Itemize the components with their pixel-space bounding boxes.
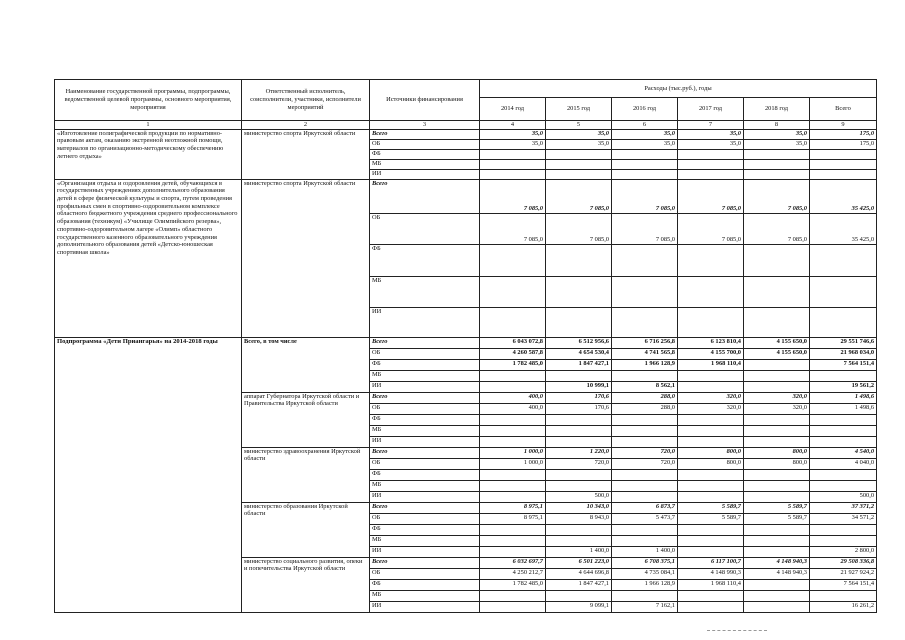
year-value-cell	[678, 276, 744, 307]
year-value-cell	[546, 159, 612, 169]
year-value-cell: 6 873,7	[612, 502, 678, 513]
year-value-cell: 5 589,7	[744, 502, 810, 513]
year-value-cell	[744, 149, 810, 159]
year-value-cell: 8 975,1	[480, 513, 546, 524]
year-value-cell	[546, 307, 612, 337]
year-value-cell	[546, 169, 612, 179]
year-value-cell	[480, 159, 546, 169]
year-value-cell	[678, 425, 744, 436]
total-value-cell: 175,0	[810, 139, 877, 149]
year-value-cell	[678, 590, 744, 601]
total-value-cell: 29 551 746,6	[810, 337, 877, 348]
total-value-cell: 1 498,6	[810, 392, 877, 403]
year-value-cell	[678, 414, 744, 425]
year-value-cell: 6 032 697,7	[480, 557, 546, 568]
source-cell: ФБ	[370, 359, 480, 370]
year-value-cell	[546, 244, 612, 276]
executor-name: Всего, в том числе	[242, 337, 370, 392]
year-value-cell: 170,6	[546, 392, 612, 403]
year-value-cell: 35,0	[546, 129, 612, 139]
year-value-cell	[480, 601, 546, 612]
source-cell: МБ	[370, 425, 480, 436]
year-value-cell: 35,0	[678, 139, 744, 149]
year-value-cell	[612, 169, 678, 179]
year-value-cell	[678, 480, 744, 491]
year-value-cell: 720,0	[612, 458, 678, 469]
year-value-cell: 8 562,1	[612, 381, 678, 392]
year-value-cell: 1 847 427,1	[546, 579, 612, 590]
header-total: Всего	[810, 98, 877, 121]
source-cell: МБ	[370, 276, 480, 307]
year-value-cell	[480, 469, 546, 480]
source-cell: ОБ	[370, 513, 480, 524]
total-value-cell	[810, 159, 877, 169]
year-value-cell: 1 966 128,9	[612, 359, 678, 370]
year-value-cell	[678, 469, 744, 480]
column-number: 8	[744, 121, 810, 130]
year-value-cell	[678, 244, 744, 276]
year-value-cell	[480, 590, 546, 601]
year-value-cell: 4 148 940,3	[744, 568, 810, 579]
column-number: 9	[810, 121, 877, 130]
total-value-cell: 16 261,2	[810, 601, 877, 612]
year-value-cell: 7 085,0	[744, 213, 810, 244]
year-value-cell	[744, 359, 810, 370]
year-value-cell	[612, 244, 678, 276]
year-value-cell: 1 968 110,4	[678, 359, 744, 370]
source-cell: ОБ	[370, 403, 480, 414]
year-value-cell: 1 000,0	[480, 458, 546, 469]
total-value-cell	[810, 425, 877, 436]
measure-name: «Изготовление полиграфической продукции по нормативно-правовым актам, оказанию экстренной неотложной помощи, материалов по организационно-методическому обеспечению летнего отдыха»	[55, 129, 242, 179]
year-value-cell: 4 155 700,0	[678, 348, 744, 359]
year-value-cell	[678, 546, 744, 557]
year-value-cell	[678, 535, 744, 546]
source-cell: Всего	[370, 179, 480, 213]
source-cell: ФБ	[370, 149, 480, 159]
year-value-cell	[480, 480, 546, 491]
year-value-cell: 7 085,0	[612, 213, 678, 244]
year-value-cell: 7 085,0	[678, 179, 744, 213]
year-value-cell	[612, 149, 678, 159]
year-value-cell: 6 123 810,4	[678, 337, 744, 348]
measure-name: Подпрограмма «Дети Приангарья» на 2014-2018 годы	[55, 337, 242, 612]
year-value-cell: 5 589,7	[744, 513, 810, 524]
source-cell: ИИ	[370, 307, 480, 337]
header-year: 2017 год	[678, 98, 744, 121]
year-value-cell	[546, 469, 612, 480]
year-value-cell: 4 155 650,0	[744, 348, 810, 359]
header-name: Наименование государственной программы, подпрограммы, ведомственной целевой программы, основного мероприятия, мероприятия	[55, 80, 242, 121]
year-value-cell	[744, 480, 810, 491]
source-cell: ФБ	[370, 469, 480, 480]
year-value-cell: 6 117 100,7	[678, 557, 744, 568]
executor-name: министерство спорта Иркутской области	[242, 129, 370, 179]
table-row	[55, 129, 877, 139]
year-value-cell: 6 512 956,6	[546, 337, 612, 348]
column-number: 4	[480, 121, 546, 130]
year-value-cell: 320,0	[678, 403, 744, 414]
year-value-cell	[480, 524, 546, 535]
year-value-cell: 288,0	[612, 403, 678, 414]
year-value-cell: 7 085,0	[480, 213, 546, 244]
table-header	[55, 80, 877, 130]
year-value-cell: 170,6	[546, 403, 612, 414]
source-cell: ФБ	[370, 414, 480, 425]
table-row	[55, 179, 877, 213]
header-year: 2014 год	[480, 98, 546, 121]
column-number: 5	[546, 121, 612, 130]
year-value-cell: 320,0	[744, 403, 810, 414]
funding-table	[54, 79, 877, 613]
year-value-cell	[612, 535, 678, 546]
year-value-cell: 35,0	[744, 139, 810, 149]
year-value-cell	[744, 579, 810, 590]
year-value-cell	[612, 276, 678, 307]
year-value-cell	[612, 414, 678, 425]
year-value-cell	[480, 307, 546, 337]
total-value-cell: 21 927 924,2	[810, 568, 877, 579]
source-cell: Всего	[370, 392, 480, 403]
year-value-cell	[480, 491, 546, 502]
year-value-cell	[612, 590, 678, 601]
year-value-cell	[744, 370, 810, 381]
year-value-cell: 320,0	[678, 392, 744, 403]
year-value-cell	[480, 244, 546, 276]
source-cell: МБ	[370, 159, 480, 169]
year-value-cell: 800,0	[744, 447, 810, 458]
source-cell: МБ	[370, 535, 480, 546]
header-expenses: Расходы (тыс.руб.), годы	[480, 80, 877, 98]
year-value-cell	[612, 307, 678, 337]
source-cell: Всего	[370, 557, 480, 568]
year-value-cell	[546, 480, 612, 491]
header-source: Источники финансирования	[370, 80, 480, 121]
column-number: 1	[55, 121, 242, 130]
year-value-cell	[480, 425, 546, 436]
year-value-cell: 7 085,0	[546, 213, 612, 244]
year-value-cell: 800,0	[678, 447, 744, 458]
year-value-cell: 8 943,0	[546, 513, 612, 524]
year-value-cell	[744, 491, 810, 502]
header-year: 2018 год	[744, 98, 810, 121]
source-cell: ФБ	[370, 579, 480, 590]
total-value-cell: 2 800,0	[810, 546, 877, 557]
total-value-cell: 1 498,6	[810, 403, 877, 414]
total-value-cell: 7 564 151,4	[810, 579, 877, 590]
year-value-cell: 6 716 256,8	[612, 337, 678, 348]
year-value-cell	[744, 436, 810, 447]
total-value-cell: 7 564 151,4	[810, 359, 877, 370]
year-value-cell: 7 085,0	[546, 179, 612, 213]
year-value-cell	[678, 159, 744, 169]
funding-table-sheet	[54, 79, 876, 613]
year-value-cell: 10 999,1	[546, 381, 612, 392]
year-value-cell	[480, 276, 546, 307]
year-value-cell: 288,0	[612, 392, 678, 403]
year-value-cell	[678, 149, 744, 159]
source-cell: Всего	[370, 129, 480, 139]
total-value-cell	[810, 524, 877, 535]
executor-name: аппарат Губернатора Иркутской области и Правительства Иркутской области	[242, 392, 370, 447]
year-value-cell: 1 847 427,1	[546, 359, 612, 370]
year-value-cell: 1 968 110,4	[678, 579, 744, 590]
year-value-cell: 35,0	[612, 129, 678, 139]
source-cell: МБ	[370, 480, 480, 491]
source-cell: Всего	[370, 337, 480, 348]
year-value-cell: 720,0	[546, 458, 612, 469]
year-value-cell: 6 708 375,1	[612, 557, 678, 568]
year-value-cell: 720,0	[612, 447, 678, 458]
year-value-cell	[744, 414, 810, 425]
total-value-cell	[810, 149, 877, 159]
year-value-cell: 6 043 072,8	[480, 337, 546, 348]
year-value-cell	[678, 524, 744, 535]
year-value-cell: 5 589,7	[678, 513, 744, 524]
year-value-cell: 4 148 940,3	[744, 557, 810, 568]
year-value-cell	[480, 546, 546, 557]
total-value-cell	[810, 590, 877, 601]
year-value-cell	[612, 425, 678, 436]
total-value-cell: 37 371,2	[810, 502, 877, 513]
total-value-cell: 29 508 336,8	[810, 557, 877, 568]
year-value-cell	[744, 590, 810, 601]
year-value-cell	[744, 601, 810, 612]
total-value-cell: 4 540,0	[810, 447, 877, 458]
header-year: 2016 год	[612, 98, 678, 121]
year-value-cell	[612, 480, 678, 491]
year-value-cell	[546, 149, 612, 159]
year-value-cell	[744, 244, 810, 276]
source-cell: ОБ	[370, 213, 480, 244]
year-value-cell	[612, 370, 678, 381]
year-value-cell	[744, 169, 810, 179]
year-value-cell: 7 162,1	[612, 601, 678, 612]
year-value-cell: 1 782 485,0	[480, 579, 546, 590]
year-value-cell	[612, 469, 678, 480]
total-value-cell	[810, 480, 877, 491]
year-value-cell	[744, 535, 810, 546]
year-value-cell	[546, 535, 612, 546]
year-value-cell	[744, 524, 810, 535]
total-value-cell	[810, 535, 877, 546]
year-value-cell	[546, 370, 612, 381]
executor-name: министерство здравоохранения Иркутской области	[242, 447, 370, 502]
year-value-cell	[546, 590, 612, 601]
total-value-cell: 175,0	[810, 129, 877, 139]
scan-artifact	[707, 630, 767, 635]
total-value-cell	[810, 469, 877, 480]
year-value-cell: 9 099,1	[546, 601, 612, 612]
year-value-cell: 5 473,7	[612, 513, 678, 524]
year-value-cell: 7 085,0	[744, 179, 810, 213]
total-value-cell	[810, 276, 877, 307]
source-cell: ИИ	[370, 491, 480, 502]
year-value-cell	[480, 436, 546, 447]
total-value-cell: 19 561,2	[810, 381, 877, 392]
year-value-cell: 1 400,0	[612, 546, 678, 557]
year-value-cell	[546, 414, 612, 425]
total-value-cell	[810, 370, 877, 381]
year-value-cell	[744, 381, 810, 392]
year-value-cell: 4 735 084,1	[612, 568, 678, 579]
year-value-cell: 4 260 587,8	[480, 348, 546, 359]
year-value-cell: 7 085,0	[612, 179, 678, 213]
year-value-cell: 7 085,0	[678, 213, 744, 244]
year-value-cell	[480, 169, 546, 179]
total-value-cell: 4 040,0	[810, 458, 877, 469]
source-cell: МБ	[370, 370, 480, 381]
year-value-cell	[678, 601, 744, 612]
executor-name: министерство спорта Иркутской области	[242, 179, 370, 337]
total-value-cell	[810, 169, 877, 179]
year-value-cell: 800,0	[744, 458, 810, 469]
year-value-cell: 8 975,1	[480, 502, 546, 513]
year-value-cell: 35,0	[744, 129, 810, 139]
year-value-cell: 4 654 530,4	[546, 348, 612, 359]
year-value-cell	[744, 546, 810, 557]
column-number: 6	[612, 121, 678, 130]
year-value-cell	[480, 535, 546, 546]
source-cell: ИИ	[370, 169, 480, 179]
source-cell: ОБ	[370, 139, 480, 149]
year-value-cell: 35,0	[480, 129, 546, 139]
year-value-cell	[744, 307, 810, 337]
year-value-cell: 4 741 565,8	[612, 348, 678, 359]
executor-name: министерство социального развития, опеки и попечительства Иркутской области	[242, 557, 370, 612]
year-value-cell: 500,0	[546, 491, 612, 502]
year-value-cell: 4 148 990,3	[678, 568, 744, 579]
year-value-cell: 4 250 212,7	[480, 568, 546, 579]
total-value-cell	[810, 436, 877, 447]
year-value-cell: 35,0	[546, 139, 612, 149]
year-value-cell	[678, 491, 744, 502]
source-cell: ОБ	[370, 568, 480, 579]
source-cell: ФБ	[370, 244, 480, 276]
year-value-cell	[678, 169, 744, 179]
year-value-cell: 10 343,0	[546, 502, 612, 513]
year-value-cell: 35,0	[612, 139, 678, 149]
total-value-cell	[810, 307, 877, 337]
year-value-cell: 400,0	[480, 392, 546, 403]
year-value-cell: 6 501 223,0	[546, 557, 612, 568]
year-value-cell: 5 589,7	[678, 502, 744, 513]
source-cell: МБ	[370, 590, 480, 601]
year-value-cell: 320,0	[744, 392, 810, 403]
table-body	[55, 129, 877, 612]
total-value-cell: 34 571,2	[810, 513, 877, 524]
header-executor: Ответственный исполнитель, соисполнители, участники, исполнители мероприятий	[242, 80, 370, 121]
table-row	[55, 337, 877, 348]
year-value-cell: 4 644 696,8	[546, 568, 612, 579]
year-value-cell	[480, 381, 546, 392]
year-value-cell: 1 782 485,0	[480, 359, 546, 370]
year-value-cell	[546, 276, 612, 307]
year-value-cell: 1 220,0	[546, 447, 612, 458]
year-value-cell: 35,0	[678, 129, 744, 139]
source-cell: ИИ	[370, 381, 480, 392]
source-cell: Всего	[370, 447, 480, 458]
header-year: 2015 год	[546, 98, 612, 121]
executor-name: министерство образования Иркутской области	[242, 502, 370, 557]
year-value-cell	[480, 149, 546, 159]
year-value-cell: 800,0	[678, 458, 744, 469]
total-value-cell: 35 425,0	[810, 179, 877, 213]
year-value-cell	[546, 436, 612, 447]
source-cell: ФБ	[370, 524, 480, 535]
year-value-cell: 1 000,0	[480, 447, 546, 458]
year-value-cell	[744, 276, 810, 307]
source-cell: ОБ	[370, 458, 480, 469]
total-value-cell: 35 425,0	[810, 213, 877, 244]
year-value-cell	[744, 469, 810, 480]
total-value-cell	[810, 244, 877, 276]
source-cell: ОБ	[370, 348, 480, 359]
year-value-cell	[744, 425, 810, 436]
year-value-cell	[678, 370, 744, 381]
source-cell: ИИ	[370, 601, 480, 612]
year-value-cell: 4 155 650,0	[744, 337, 810, 348]
column-number: 2	[242, 121, 370, 130]
column-number: 3	[370, 121, 480, 130]
year-value-cell	[480, 370, 546, 381]
year-value-cell: 400,0	[480, 403, 546, 414]
source-cell: ИИ	[370, 436, 480, 447]
year-value-cell: 1 400,0	[546, 546, 612, 557]
year-value-cell	[546, 425, 612, 436]
total-value-cell	[810, 414, 877, 425]
year-value-cell: 7 085,0	[480, 179, 546, 213]
year-value-cell	[612, 436, 678, 447]
source-cell: ИИ	[370, 546, 480, 557]
year-value-cell	[678, 381, 744, 392]
year-value-cell	[480, 414, 546, 425]
year-value-cell	[678, 307, 744, 337]
measure-name: «Организация отдыха и оздоровления детей, обучающихся в государственных учреждениях дополнительного образования детей в сфере физической культуры и спорта, путем проведения профильных смен в спортивно-оздоровительном комплексе областного бюджетного учреждения среднего профессионального образования (техникум) «Училище Олимпийского резерва», спортивно-оздоровительном лагере «Олимп» областного государственного казенного образовательного учреждения дополнительного образования детей «Детско-юношеская спортивная школа»	[55, 179, 242, 337]
year-value-cell	[744, 159, 810, 169]
total-value-cell: 21 968 034,0	[810, 348, 877, 359]
source-cell: Всего	[370, 502, 480, 513]
year-value-cell	[678, 436, 744, 447]
year-value-cell: 35,0	[480, 139, 546, 149]
year-value-cell: 1 966 128,9	[612, 579, 678, 590]
year-value-cell	[612, 524, 678, 535]
column-number: 7	[678, 121, 744, 130]
year-value-cell	[546, 524, 612, 535]
total-value-cell: 500,0	[810, 491, 877, 502]
year-value-cell	[612, 159, 678, 169]
year-value-cell	[612, 491, 678, 502]
